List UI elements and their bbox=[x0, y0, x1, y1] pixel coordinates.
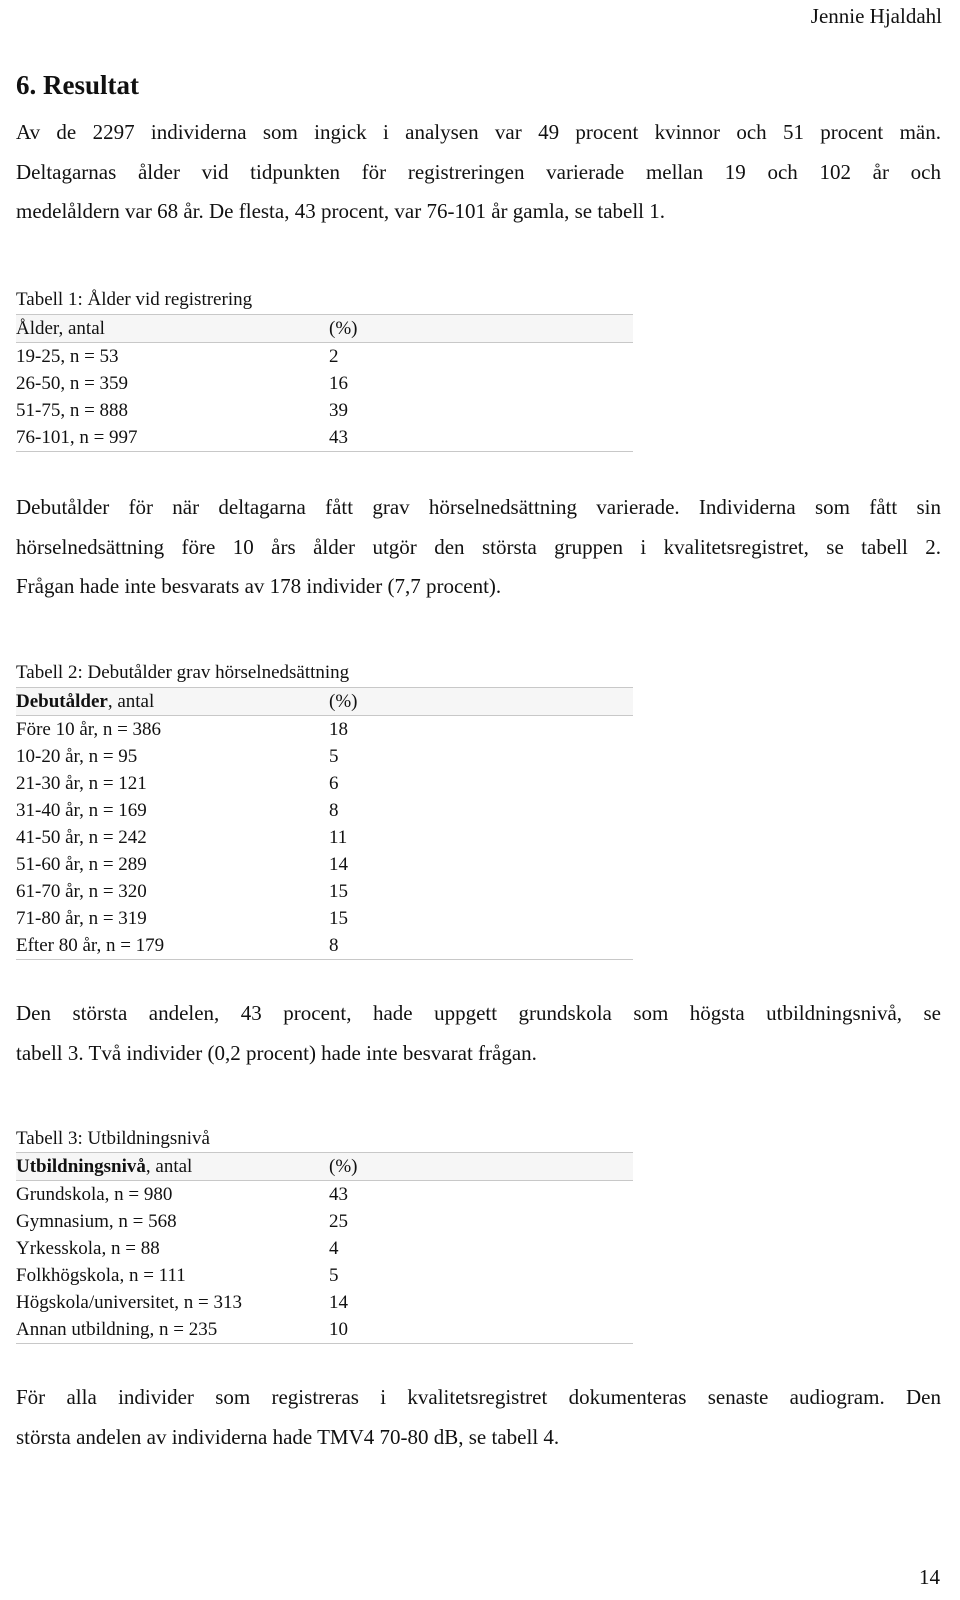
table-row bbox=[16, 1262, 633, 1289]
header-author: Jennie Hjaldahl bbox=[810, 4, 942, 28]
table-cell-pct: 39 bbox=[329, 399, 348, 421]
table3-caption: Tabell 3: Utbildningsnivå bbox=[16, 1128, 210, 1149]
table-cell-pct: 15 bbox=[329, 907, 348, 929]
table-cell-label: Gymnasium, n = 568 bbox=[16, 1210, 177, 1232]
table-header-pct: (%) bbox=[329, 315, 633, 343]
table-row bbox=[16, 824, 633, 851]
table-row bbox=[16, 1289, 633, 1316]
table-row bbox=[16, 1235, 633, 1262]
table-cell-label: Efter 80 år, n = 179 bbox=[16, 932, 329, 960]
table-header-label-bold: Utbildningsnivå bbox=[16, 1155, 146, 1177]
table1-caption: Tabell 1: Ålder vid registrering bbox=[16, 289, 253, 310]
paragraph-line: Av de 2297 individerna som ingick i analysen var 49 procent kvinnor och 51 procent män. bbox=[16, 120, 941, 144]
table-row bbox=[16, 1316, 633, 1344]
paragraph-line: Frågan hade inte besvarats av 178 individer (7,7 procent). bbox=[16, 574, 502, 598]
table-cell-label: 51-75, n = 888 bbox=[16, 399, 129, 421]
table-row bbox=[16, 1181, 633, 1209]
table-header-row bbox=[16, 688, 633, 716]
table-cell-pct: 14 bbox=[329, 853, 348, 875]
paragraph-line: hörselnedsättning före 10 års ålder utgör den största gruppen i kvalitetsregistret, se tabell 2. bbox=[16, 534, 941, 559]
table-row bbox=[16, 770, 633, 797]
table-cell-pct: 25 bbox=[329, 1210, 348, 1232]
table-row bbox=[16, 343, 633, 371]
table-header-label-rest: , antal bbox=[107, 690, 155, 712]
paragraph-demographics bbox=[16, 113, 941, 232]
table-row bbox=[16, 932, 633, 960]
table-cell-pct: 4 bbox=[329, 1237, 339, 1259]
table-cell-label: Annan utbildning, n = 235 bbox=[16, 1316, 329, 1344]
table-header-label bbox=[16, 688, 329, 716]
table-cell-label: 21-30 år, n = 121 bbox=[16, 772, 147, 794]
table-cell-pct: 15 bbox=[329, 880, 348, 902]
paragraph-line: tabell 3. Två individer (0,2 procent) hade inte besvarat frågan. bbox=[16, 1040, 537, 1065]
table-row bbox=[16, 905, 633, 932]
paragraph-audiogram bbox=[16, 1378, 941, 1457]
table1 bbox=[16, 314, 633, 452]
table-header-row bbox=[16, 1153, 633, 1181]
table-row bbox=[16, 397, 633, 424]
table-cell-label: 76-101, n = 997 bbox=[16, 424, 329, 452]
table-row bbox=[16, 370, 633, 397]
table2-caption: Tabell 2: Debutålder grav hörselnedsättning bbox=[16, 662, 350, 683]
table-header-label-rest: , antal bbox=[145, 1155, 193, 1177]
table-cell-pct: 8 bbox=[329, 799, 339, 821]
table3 bbox=[16, 1152, 633, 1344]
table2 bbox=[16, 687, 633, 960]
table-cell-pct: 5 bbox=[329, 745, 339, 767]
table-cell-pct: 43 bbox=[329, 424, 633, 452]
table-cell-pct: 8 bbox=[329, 932, 633, 960]
page-number: 14 bbox=[919, 1565, 940, 1589]
table-cell-pct: 11 bbox=[329, 826, 348, 848]
table-cell-label: 10-20 år, n = 95 bbox=[16, 745, 138, 767]
table-cell-label: Yrkesskola, n = 88 bbox=[16, 1237, 160, 1259]
paragraph-education bbox=[16, 994, 941, 1073]
table-row bbox=[16, 878, 633, 905]
table-cell-pct: 2 bbox=[329, 345, 339, 367]
table-header-label-bold: Debutålder bbox=[16, 690, 108, 712]
table-header-label: Ålder, antal bbox=[16, 315, 329, 343]
table-cell-label: 19-25, n = 53 bbox=[16, 345, 119, 367]
paragraph-line: För alla individer som registreras i kvalitetsregistret dokumenteras senaste audiogram. Den bbox=[16, 1385, 941, 1409]
table-header-row bbox=[16, 315, 633, 343]
paragraph-line: största andelen av individerna hade TMV4 70-80 dB, se tabell 4. bbox=[16, 1424, 560, 1449]
table-cell-label: 26-50, n = 359 bbox=[16, 372, 129, 394]
table-row bbox=[16, 1208, 633, 1235]
table-cell-label: Högskola/universitet, n = 313 bbox=[16, 1291, 243, 1313]
table-cell-label: Folkhögskola, n = 111 bbox=[16, 1264, 186, 1286]
paragraph-onset-age bbox=[16, 488, 941, 607]
section-heading: 6. Resultat bbox=[16, 70, 139, 100]
table-cell-label: 61-70 år, n = 320 bbox=[16, 880, 147, 902]
table-cell-pct: 14 bbox=[329, 1291, 348, 1313]
table-cell-label: 31-40 år, n = 169 bbox=[16, 799, 147, 821]
table-cell-pct: 10 bbox=[329, 1316, 633, 1344]
paragraph-line: Den största andelen, 43 procent, hade uppgett grundskola som högsta utbildningsnivå, se bbox=[16, 1001, 941, 1025]
table-cell-label: Grundskola, n = 980 bbox=[16, 1183, 173, 1205]
paragraph-line: Debutålder för när deltagarna fått grav hörselnedsättning varierade. Individerna som fått sin bbox=[16, 495, 941, 519]
table-cell-label: 41-50 år, n = 242 bbox=[16, 826, 147, 848]
table-cell-pct: 43 bbox=[329, 1183, 348, 1205]
table-cell-label: Före 10 år, n = 386 bbox=[16, 718, 162, 740]
table-cell-pct: 18 bbox=[329, 718, 348, 740]
table-row bbox=[16, 716, 633, 744]
table-cell-label: 51-60 år, n = 289 bbox=[16, 853, 147, 875]
paragraph-line: Deltagarnas ålder vid tidpunkten för registreringen varierade mellan 19 och 102 år och bbox=[16, 159, 941, 184]
table-cell-pct: 5 bbox=[329, 1264, 339, 1286]
table-row bbox=[16, 851, 633, 878]
table-row bbox=[16, 743, 633, 770]
table-header-pct: (%) bbox=[329, 688, 633, 716]
table-cell-pct: 16 bbox=[329, 372, 348, 394]
table-cell-pct: 6 bbox=[329, 772, 339, 794]
table-cell-label: 71-80 år, n = 319 bbox=[16, 907, 147, 929]
table-row bbox=[16, 797, 633, 824]
paragraph-line: medelåldern var 68 år. De flesta, 43 procent, var 76-101 år gamla, se tabell 1. bbox=[16, 199, 666, 223]
table-header-label bbox=[16, 1153, 329, 1181]
table-header-pct: (%) bbox=[329, 1153, 633, 1181]
table-row bbox=[16, 424, 633, 452]
